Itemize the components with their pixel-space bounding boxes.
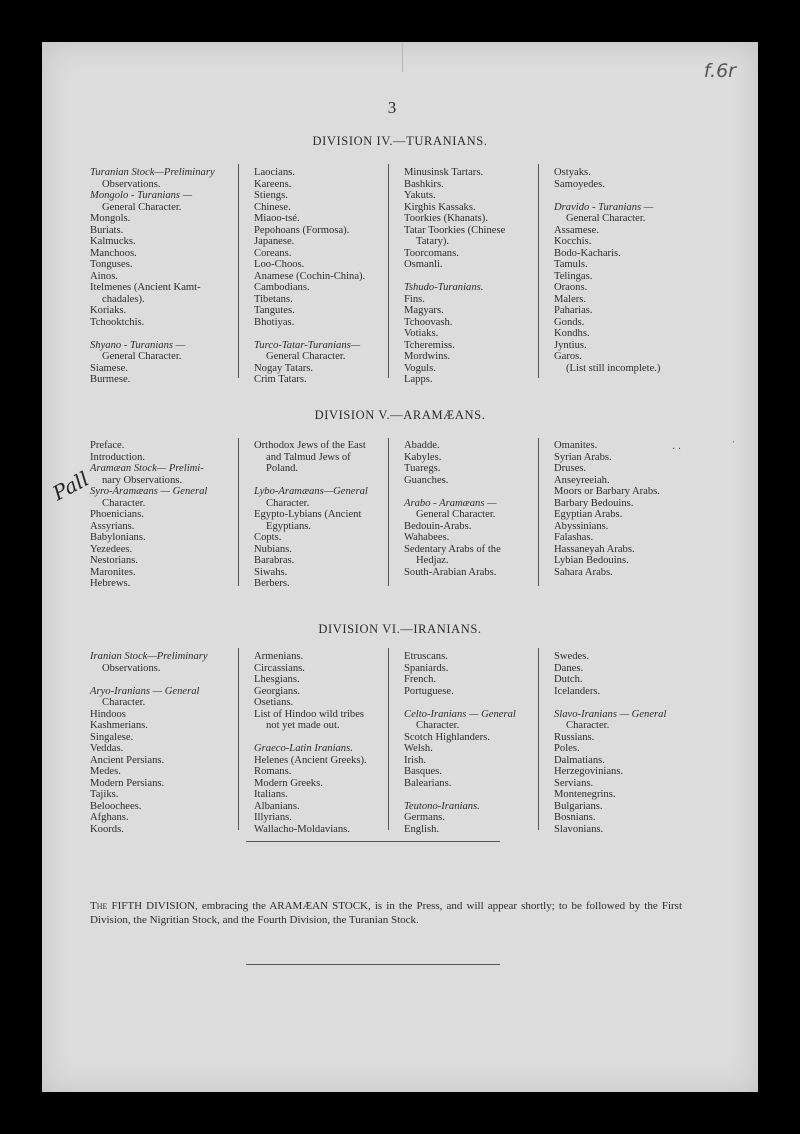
- entry: Aramæan Stock— Prelimi-: [90, 463, 204, 474]
- entry: Anseyreeiah.: [554, 474, 610, 486]
- entry: Graeco-Latin Iranians.: [254, 743, 353, 754]
- entry: Loo-Choos.: [254, 259, 305, 270]
- divider-rule: [246, 964, 500, 965]
- entry: Dutch.: [554, 674, 583, 685]
- entry: English.: [404, 823, 440, 835]
- divider-rule: [246, 841, 500, 842]
- entry: Maronites.: [90, 566, 136, 578]
- entry: Orthodox Jews of the East: [254, 440, 366, 451]
- entry: Nestorians.: [90, 555, 138, 566]
- entry: Kirghis Kassaks.: [404, 201, 476, 213]
- entry: Kareens.: [254, 178, 292, 190]
- entry: Shyano - Turanians —: [90, 339, 186, 351]
- entry: chadales).: [102, 293, 145, 305]
- entry: Kocchis.: [554, 236, 592, 247]
- division-column: [254, 167, 402, 386]
- spacer: [90, 328, 238, 340]
- division-column: [404, 651, 552, 835]
- entry: Poland.: [266, 463, 299, 474]
- entry: Ancient Persians.: [90, 754, 165, 766]
- entry: Montenegrins.: [554, 789, 616, 800]
- entry: Medes.: [90, 766, 121, 777]
- entry: Character.: [102, 697, 146, 708]
- division-column: [554, 651, 702, 835]
- entry: Falashas.: [554, 532, 594, 543]
- entry: Hassaneyah Arabs.: [554, 543, 635, 555]
- entry: Afghans.: [90, 812, 129, 823]
- entry: Toorcomans.: [404, 247, 459, 259]
- fold-crease: [402, 42, 403, 72]
- entry: General Character.: [416, 509, 496, 520]
- entry: Anamese (Cochin-China).: [254, 270, 366, 282]
- entry: Osmanli.: [404, 259, 443, 270]
- entry: Spaniards.: [404, 662, 449, 674]
- entry: Modern Persians.: [90, 777, 165, 789]
- footer-announcement: [90, 899, 682, 927]
- entry: Turco-Tatar-Turanians—: [254, 339, 361, 351]
- entry: Abyssinians.: [554, 520, 609, 532]
- entry: Wahabees.: [404, 532, 450, 543]
- entry: Welsh.: [404, 743, 433, 754]
- entry: Tuaregs.: [404, 463, 441, 474]
- handwritten-annotation: Pall: [48, 466, 93, 506]
- entry: Veddas.: [90, 743, 124, 754]
- entry: Kashmerians.: [90, 720, 148, 731]
- entry: Tchooktchis.: [90, 316, 145, 328]
- entry: Hedjaz.: [416, 555, 449, 566]
- division-column: [554, 440, 702, 578]
- entry: nary Observations.: [102, 474, 183, 486]
- spacer: [554, 190, 702, 202]
- document-page: [42, 42, 758, 1092]
- entry: Lybo-Aramæans—General: [254, 486, 368, 497]
- entry: Miaoo-tsé.: [254, 213, 300, 224]
- footer-lead: The FIFTH DIVISION,: [90, 900, 198, 912]
- spacer: [404, 789, 552, 801]
- spacer: [554, 697, 702, 709]
- entry: Minusinsk Tartars.: [404, 167, 484, 178]
- entry: Nogay Tatars.: [254, 362, 314, 374]
- entry: Berbers.: [254, 578, 290, 589]
- division-column: [90, 440, 238, 590]
- entry: Helenes (Ancient Greeks).: [254, 754, 367, 766]
- entry: Herzegovinians.: [554, 766, 624, 777]
- spacer: [90, 674, 238, 686]
- footer-body: embracing the ARAMÆAN STOCK, is in the Press, and will appear shortly; to be followed by the First Division, the Nigritian Stock, and the Fourth Division, the Turanian Stock.: [90, 900, 682, 926]
- entry: (List still incomplete.): [566, 362, 661, 374]
- entry: Swedes.: [554, 651, 590, 662]
- entry: Itelmenes (Ancient Kamt-: [90, 282, 201, 293]
- entry: Gonds.: [554, 316, 585, 328]
- entry: Copts.: [254, 532, 282, 543]
- entry: Singalese.: [90, 731, 134, 743]
- entry: Egyptian Arabs.: [554, 509, 623, 520]
- entry: Samoyedes.: [554, 178, 605, 190]
- entry: Bashkirs.: [404, 178, 444, 190]
- entry: Magyars.: [404, 305, 444, 316]
- entry: Manchoos.: [90, 247, 137, 259]
- entry: Fins.: [404, 293, 425, 305]
- column-divider: [238, 648, 239, 830]
- entry: Egypto-Lybians (Ancient: [254, 509, 362, 520]
- division-column: [554, 167, 702, 374]
- entry: Jyntius.: [554, 339, 587, 351]
- entry: Observations.: [102, 178, 161, 190]
- archive-folio-mark: f.6r: [703, 60, 736, 82]
- entry: Introduction.: [90, 451, 146, 463]
- entry: Preface.: [90, 440, 125, 451]
- entry: Crim Tatars.: [254, 374, 307, 385]
- entry: Scotch Highlanders.: [404, 731, 490, 743]
- entry: Circassians.: [254, 662, 305, 674]
- entry: Telingas.: [554, 270, 593, 282]
- entry: Lhesgians.: [254, 674, 300, 685]
- entry: Stiengs.: [254, 190, 288, 201]
- division-column: [254, 651, 402, 835]
- entry: Celto-Iranians — General: [404, 708, 516, 720]
- entry: Observations.: [102, 662, 161, 674]
- spacer: [404, 271, 552, 283]
- entry: Germans.: [404, 812, 445, 823]
- entry: Aryo-Iranians — General: [90, 685, 200, 697]
- entry: Ainos.: [90, 270, 118, 282]
- entry: Druses.: [554, 463, 587, 474]
- entry: Abadde.: [404, 440, 440, 451]
- entry: Cambodians.: [254, 282, 310, 293]
- entry: Bosnians.: [554, 812, 596, 823]
- spacer: [254, 475, 402, 487]
- entry: Nubians.: [254, 543, 292, 555]
- entry: Mordwins.: [404, 351, 451, 362]
- entry: Tajiks.: [90, 789, 119, 800]
- entry: Albanians.: [254, 800, 300, 812]
- spacer: [254, 732, 402, 744]
- entry: Tcheremiss.: [404, 339, 455, 351]
- entry: Wallacho-Moldavians.: [254, 823, 350, 835]
- entry: Toorkies (Khanats).: [404, 213, 488, 224]
- entry: Teutono-Iranians.: [404, 800, 480, 812]
- entry: Sahara Arabs.: [554, 566, 613, 578]
- entry: Mongolo - Turanians —: [90, 190, 193, 201]
- entry: Syro-Aramæans — General: [90, 486, 208, 497]
- entry: Character.: [266, 497, 310, 509]
- entry: Armenians.: [254, 651, 304, 662]
- entry: Arabo - Aramæans —: [404, 497, 497, 509]
- entry: Osetians.: [254, 697, 294, 708]
- entry: Georgians.: [254, 685, 300, 697]
- entry: Tatary).: [416, 236, 450, 247]
- entry: Mongols.: [90, 213, 131, 224]
- entry: Turanian Stock—Preliminary: [90, 167, 215, 178]
- entry: Character.: [102, 497, 146, 509]
- entry: Hindoos: [90, 708, 126, 720]
- entry: Moors or Barbary Arabs.: [554, 486, 660, 497]
- entry: List of Hindoo wild tribes: [254, 708, 365, 720]
- entry: not yet made out.: [266, 720, 340, 731]
- entry: Omanites.: [554, 440, 598, 451]
- entry: and Talmud Jews of: [266, 451, 351, 463]
- entry: Bedouin-Arabs.: [404, 520, 472, 532]
- entry: Bulgarians.: [554, 800, 603, 812]
- entry: Laocians.: [254, 167, 295, 178]
- entry: Danes.: [554, 662, 584, 674]
- entry: Portuguese.: [404, 685, 454, 697]
- entry: Oraons.: [554, 282, 588, 293]
- entry: Egyptians.: [266, 520, 312, 532]
- entry: Beloochees.: [90, 800, 142, 812]
- entry: Koriaks.: [90, 305, 127, 316]
- entry: Paharias.: [554, 305, 593, 316]
- entry: French.: [404, 674, 437, 685]
- entry: Iranian Stock—Preliminary: [90, 651, 208, 662]
- entry: Buriats.: [90, 224, 124, 236]
- entry: Tibetans.: [254, 293, 293, 305]
- entry: South-Arabian Arabs.: [404, 566, 497, 578]
- entry: Assyrians.: [90, 520, 135, 532]
- entry: Poles.: [554, 743, 580, 754]
- entry: Chinese.: [254, 201, 291, 213]
- entry: Irish.: [404, 754, 427, 766]
- entry: Hebrews.: [90, 578, 131, 589]
- division-column: [404, 167, 552, 386]
- entry: Burmese.: [90, 374, 131, 385]
- entry: Tatar Toorkies (Chinese: [404, 224, 506, 236]
- entry: Garos.: [554, 351, 582, 362]
- entry: Pepohoans (Formosa).: [254, 224, 350, 236]
- division-vi-title: DIVISION VI.—IRANIANS.: [318, 622, 482, 636]
- entry: Barabras.: [254, 555, 295, 566]
- entry: Kabyles.: [404, 451, 442, 463]
- entry: General Character.: [102, 351, 182, 362]
- entry: Siamese.: [90, 362, 128, 374]
- ink-spot: ˈ: [732, 440, 736, 451]
- spacer: [404, 697, 552, 709]
- division-column: [90, 167, 238, 386]
- entry: General Character.: [266, 351, 346, 362]
- entry: Barbary Bedouins.: [554, 497, 634, 509]
- entry: Tangutes.: [254, 305, 295, 316]
- entry: Tshudo-Turanians.: [404, 282, 484, 293]
- entry: Character.: [416, 720, 460, 731]
- entry: Koords.: [90, 823, 124, 835]
- entry: Servians.: [554, 777, 594, 789]
- division-column: [90, 651, 238, 835]
- entry: General Character.: [102, 201, 182, 213]
- entry: Kondhs.: [554, 328, 590, 339]
- entry: Balearians.: [404, 777, 452, 789]
- division-v-title: DIVISION V.—ARAMÆANS.: [314, 408, 486, 422]
- entry: Tonguses.: [90, 259, 133, 270]
- column-divider: [238, 164, 239, 378]
- spacer: [254, 328, 402, 340]
- spacer: [404, 486, 552, 498]
- entry: General Character.: [566, 213, 646, 224]
- entry: Russians.: [554, 731, 595, 743]
- entry: Illyrians.: [254, 812, 292, 823]
- entry: Ostyaks.: [554, 167, 591, 178]
- entry: Bhotiyas.: [254, 316, 295, 328]
- entry: Yakuts.: [404, 190, 436, 201]
- entry: Lapps.: [404, 374, 433, 385]
- entry: Character.: [566, 720, 610, 731]
- column-divider: [238, 438, 239, 586]
- entry: Yezedees.: [90, 543, 133, 555]
- page-number: 3: [387, 98, 397, 117]
- entry: Slavonians.: [554, 823, 604, 835]
- ink-spot: · ·: [672, 444, 682, 455]
- entry: Voguls.: [404, 362, 436, 374]
- entry: Icelanders.: [554, 685, 601, 697]
- entry: Coreans.: [254, 247, 292, 259]
- entry: Kalmucks.: [90, 236, 136, 247]
- entry: Etruscans.: [404, 651, 448, 662]
- entry: Modern Greeks.: [254, 777, 323, 789]
- entry: Sedentary Arabs of the: [404, 543, 501, 555]
- entry: Italians.: [254, 789, 288, 800]
- entry: Tamuls.: [554, 259, 588, 270]
- entry: Romans.: [254, 766, 292, 777]
- entry: Slavo-Iranians — General: [554, 708, 667, 720]
- entry: Syrian Arabs.: [554, 451, 612, 463]
- entry: Babylonians.: [90, 532, 146, 543]
- entry: Japanese.: [254, 236, 295, 247]
- entry: Lybian Bedouins.: [554, 555, 629, 566]
- entry: Phoenicians.: [90, 509, 144, 520]
- entry: Dalmatians.: [554, 754, 605, 766]
- entry: Bodo-Kacharis.: [554, 247, 621, 259]
- entry: Votiaks.: [404, 328, 439, 339]
- division-iv-title: DIVISION IV.—TURANIANS.: [312, 134, 488, 148]
- division-column: [254, 440, 402, 590]
- entry: Dravido - Turanians —: [554, 201, 654, 213]
- entry: Siwahs.: [254, 566, 288, 578]
- entry: Guanches.: [404, 474, 449, 486]
- entry: Assamese.: [554, 224, 600, 236]
- entry: Basques.: [404, 766, 442, 777]
- entry: Malers.: [554, 293, 587, 305]
- entry: Tchoovash.: [404, 316, 453, 328]
- division-column: [404, 440, 552, 578]
